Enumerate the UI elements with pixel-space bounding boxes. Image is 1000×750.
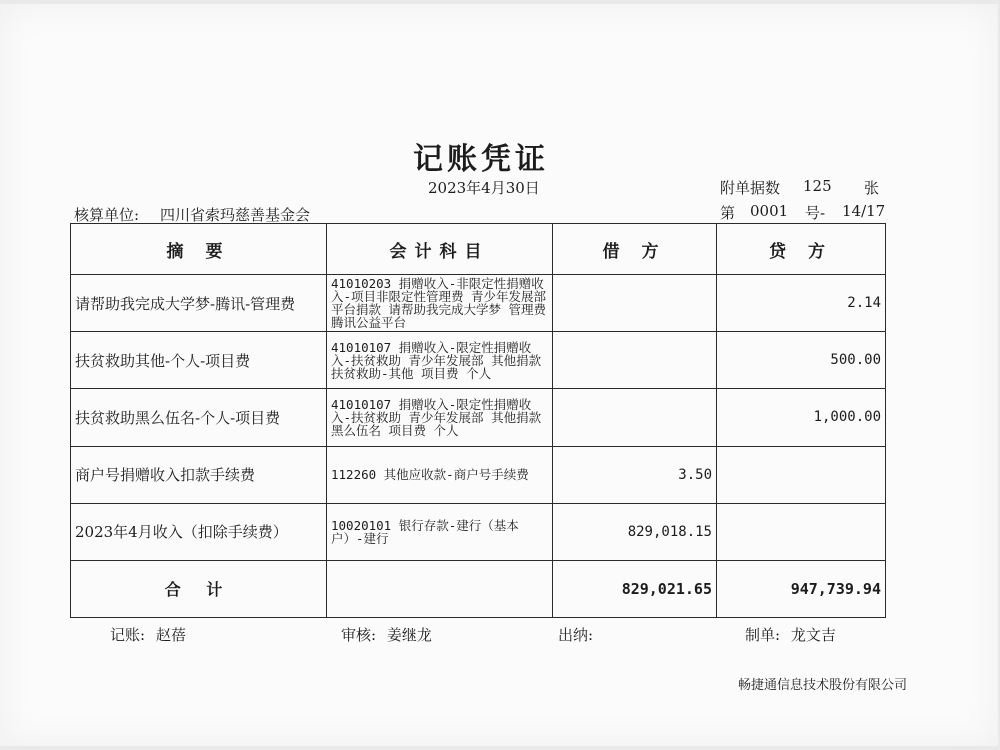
entry-account: 41010107 捐赠收入-限定性捐赠收入-扶贫救助 青少年发展部 其他捐款 黑么伍名 项目费 个人 <box>327 389 553 446</box>
entry-summary: 请帮助我完成大学梦-腾讯-管理费 <box>71 275 327 332</box>
entry-debit <box>553 275 717 332</box>
summary-header: 摘 要 <box>71 224 327 275</box>
reviewer-label: 审核: <box>341 626 377 644</box>
entry-account: 41010107 捐赠收入-限定性捐赠收入-扶贫救助 青少年发展部 其他捐款 扶贫救助-其他 项目费 个人 <box>327 332 553 389</box>
cashier-signature <box>558 624 599 645</box>
attachments-unit: 张 <box>864 179 880 197</box>
preparer-signature <box>745 624 836 645</box>
entry-credit: 500.00 <box>717 332 886 389</box>
bookkeeper-name: 赵蓓 <box>155 626 186 644</box>
total-row <box>71 560 886 617</box>
entry-summary: 扶贫救助黑么伍名-个人-项目费 <box>71 389 327 446</box>
table-row <box>71 275 886 332</box>
voucher-no-sep: 号- <box>805 204 826 222</box>
attachments-label: 附单据数 <box>720 179 781 197</box>
reviewer-name: 姜继龙 <box>386 626 432 644</box>
voucher-date: 2023年4月30日 <box>428 179 540 197</box>
entry-account: 10020101 银行存款-建行（基本户）-建行 <box>327 503 553 560</box>
total-account-blank <box>327 560 553 617</box>
entry-debit: 829,018.15 <box>553 503 717 560</box>
table-row <box>71 503 886 560</box>
total-debit: 829,021.65 <box>553 560 717 617</box>
credit-header: 贷 方 <box>717 224 886 275</box>
entry-summary: 商户号捐赠收入扣款手续费 <box>71 446 327 503</box>
table-row <box>71 332 886 389</box>
debit-header: 借 方 <box>553 224 717 275</box>
entry-account: 112260 其他应收款-商户号手续费 <box>327 446 553 503</box>
voucher-no-label: 第 <box>720 204 736 222</box>
entry-credit <box>717 446 886 503</box>
entry-summary: 2023年4月收入（扣除手续费） <box>71 503 327 560</box>
attachments-count: 125 <box>803 177 832 195</box>
entry-credit <box>717 503 886 560</box>
accounting-unit-name: 四川省索玛慈善基金会 <box>160 206 311 224</box>
entry-debit <box>553 332 717 389</box>
account-header: 会计科目 <box>327 224 553 275</box>
table-row <box>71 389 886 446</box>
preparer-label: 制单: <box>745 626 781 644</box>
voucher-table <box>70 223 886 618</box>
entry-credit: 2.14 <box>717 275 886 332</box>
bookkeeper-signature <box>110 624 186 645</box>
software-company: 畅捷通信息技术股份有限公司 <box>738 678 908 693</box>
voucher-paper <box>0 4 998 746</box>
entry-account: 41010203 捐赠收入-非限定性捐赠收入-项目非限定性管理费 青少年发展部 平台捐款 请帮助我完成大学梦 管理费 腾讯公益平台 <box>327 275 553 332</box>
entry-debit: 3.50 <box>553 446 717 503</box>
voucher-no-value: 0001 <box>750 202 789 220</box>
header-row <box>71 224 886 275</box>
voucher-title: 记账凭证 <box>413 142 549 177</box>
entry-credit: 1,000.00 <box>717 389 886 446</box>
bookkeeper-label: 记账: <box>110 626 146 644</box>
entry-summary: 扶贫救助其他-个人-项目费 <box>71 332 327 389</box>
total-credit: 947,739.94 <box>717 560 886 617</box>
accounting-unit-label: 核算单位: <box>74 206 140 224</box>
entry-debit <box>553 389 717 446</box>
preparer-name: 龙文吉 <box>790 626 836 644</box>
total-label: 合 计 <box>71 560 327 617</box>
table-row <box>71 446 886 503</box>
cashier-label: 出纳: <box>558 626 594 644</box>
voucher-page: 14/17 <box>842 202 886 220</box>
reviewer-signature <box>341 624 432 645</box>
